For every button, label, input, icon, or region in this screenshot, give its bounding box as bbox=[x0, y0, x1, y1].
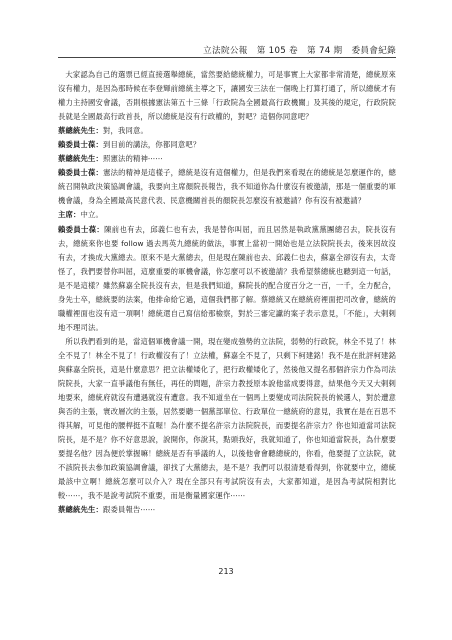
paragraph-text: 對，我同意。 bbox=[102, 126, 148, 136]
transcript-paragraph bbox=[58, 138, 396, 152]
speaker-label: 賴委員士葆： bbox=[58, 168, 104, 178]
header-volume: 第 105 卷 bbox=[256, 46, 298, 56]
transcript-paragraph bbox=[58, 152, 396, 166]
transcript-paragraph bbox=[58, 208, 396, 222]
header-section: 委員會紀錄 bbox=[351, 46, 396, 56]
page-header bbox=[203, 44, 396, 56]
speaker-label: 主席： bbox=[58, 210, 81, 220]
transcript-paragraph bbox=[58, 166, 396, 208]
paragraph-text: 所以我們看到的是，當這個軍機會議一開，現在變成強勢的立法院，弱勢的行政院，林全不見了！林全不見了！林全不見了！行政權沒有了！立法權，蘇嘉全不見了，只剩下柯建銘！我不是在批評柯建銘與蘇嘉全院長，這是什麼意思？把立法權矮化了，把行政權矮化了，然後他又提名那個許宗力作為司法院院長，大家一直爭議他有無任，再任的問題，許宗力教授原本說他當成要得意，結果他今天又大剌剌地要來，總統府就沒有遭遇就沒有遭意。我不知道坐在一個馬上要變成司法院院長的候選人，對於遭意與否的主張，寰改層次的主張，居然要聽一個黨部單位、行政單位一總統府的意見，我實在是在百思不得其解，可見他的腰桿挺不直喔！為什麼不提名許宗力法院院長，而要提名許宗力？你也知道當司法院院長，是不是？你不好意思說，說開你，你說其，點頭我好，我就知道了，你也知道當院長，為什麼要要提名他？因為便於掌握嘛！總統是否有爭議的人，以後他會會聽總統的，你看，他要提了立法院，就不該院長去參加政策協調會議，卻找了大黨總去，是不是？我們可以很清楚看得到，你就要中立，總統最該中立啊！總統怎麼可以介入？現在全部只有考試院沒有去，大家都知道，是因為考試院相對比較⋯⋯，我不是說考試院不重要，而是衡量國家運作⋯⋯ bbox=[58, 336, 396, 501]
speaker-label: 蔡總統先生： bbox=[58, 126, 103, 136]
transcript-paragraph bbox=[58, 335, 396, 504]
transcript-paragraph bbox=[58, 124, 396, 138]
header-rule bbox=[58, 57, 396, 58]
speaker-label: 賴委員士葆： bbox=[58, 224, 105, 234]
paragraph-text: 中立。 bbox=[80, 210, 103, 220]
paragraph-text: 大家認為自己的選票已經直接選舉總統，當然要給總統權力，可是事實上大家都非常清楚，總統原來沒有權力，是因為那時候在李登輝前總統主導之下，讓國安三法在一個晚上打算打通了，所以總統才有權力主持國安會議，否則根據憲法第五十三條「行政院為全國最高行政機關」及其後的規定，行政院院長就是全國最高行政首長，所以總統是沒有行政權的，對吧？這個你同意吧？ bbox=[58, 70, 396, 122]
paragraph-text: 到目前的講法，你都同意吧？ bbox=[102, 140, 201, 150]
paragraph-text: 照憲法的精神⋯⋯ bbox=[102, 154, 163, 164]
transcript-paragraph bbox=[58, 223, 396, 335]
paragraph-text: 憲法的精神是這樣子，總統是沒有這個權力，但是我們來看現在的總統是怎麼運作的，總統召開執政決策協調會議，我要向主席顏院長報告，我不知道你為什麼沒有被邀請，那是一個重要的軍機會議，身為全國最高民意代表、民意機關首長的顏院長怎麼沒有被邀請？你有沒有被邀請？ bbox=[58, 168, 396, 206]
speaker-label: 賴委員士葆： bbox=[58, 140, 103, 150]
transcript-paragraph bbox=[58, 503, 396, 517]
transcript-paragraph bbox=[58, 68, 396, 124]
speaker-label: 蔡總統先生： bbox=[58, 154, 103, 164]
paragraph-text: 陳前也有去，邱義仁也有去，我是替你叫屈，而且居然是執政黨黨團總召去，院長沒有去，總統來你也要 follow 過去馬英九總統的做法，事實上當初一開始也是立法院院長去，後來因故沒有去，才換成大黨總去。原來不是大黨總去，但是現在陳前也去、邱義仁也去，蘇嘉全卻沒有去，太奇怪了，我們要替你叫屈，這麼重要的軍機會議，你怎麼可以不被邀請？我希望蔡總統也聽到這一句話，是不是這樣？雖然蘇嘉全院長沒有去，但是我們知道，蘇院長的配合度百分之一百，一千，全力配合，身先士卒，總統要的法案，他排命給它過，這個我們都了解。蔡總統又在總統府裡面把司改會，總統的職權裡面也沒有這一項啊！總統還自己寫信給那檢察，對於三審定讞的案子表示意見，「不能」，大剌剌地不理司法。 bbox=[58, 224, 397, 332]
header-issue: 第 74 期 bbox=[307, 46, 343, 56]
page-number: 213 bbox=[218, 567, 234, 576]
paragraph-text: 跟委員報告⋯⋯ bbox=[102, 505, 156, 515]
speaker-label: 蔡總統先生： bbox=[58, 505, 103, 515]
transcript-body bbox=[58, 68, 396, 518]
header-publication: 立法院公報 bbox=[203, 46, 248, 56]
